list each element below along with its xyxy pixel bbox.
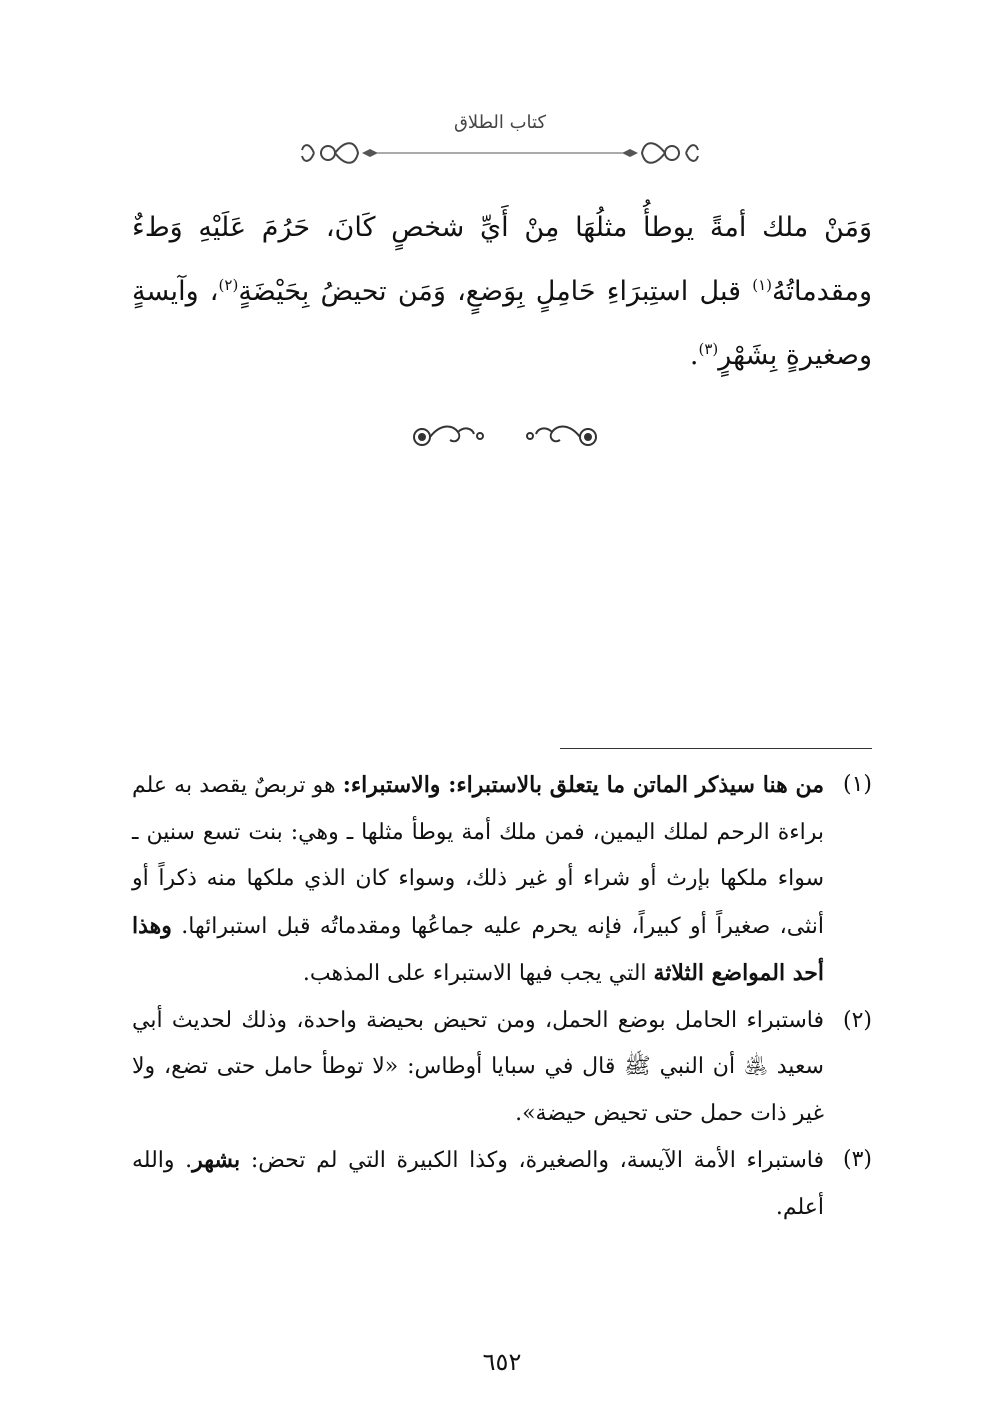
footnote-bold-text: بشهر	[192, 1147, 241, 1173]
main-text-part-1: وَمَنْ ملك أمةً يوطأُ مثلُهَا مِنْ أَيِّ شخصٍ كَانَ، حَرُمَ عَلَيْهِ وَطءٌ ومقدماتُهُ	[132, 212, 872, 307]
footnote-separator	[560, 748, 872, 749]
footnote-text-part: هو تربصٌ يقصد به علم براءة الرحم لملك اليمين، فمن ملك أمة يوطأ مثلها ـ وهي: بنت تسع سنين ـ سواء ملكها بإرث أو شراء أو غير ذلك، وسواء كان الذي ملكها منه ذكراً أو أنثى، صغيراً أو كبيراً، فإنه يحرم عليه جماعُها ومقدماتُه قبل استبرائها.	[132, 773, 824, 939]
footnote-ref-3: (٣)	[698, 340, 719, 358]
main-text-part-3: ، وآيسةٍ وصغيرةٍ بِشَهْرٍ	[132, 276, 872, 371]
footnote-2	[132, 998, 872, 1138]
footnote-text-part: . والله أعلم.	[132, 1148, 824, 1220]
footnote-number: (٢)	[842, 1007, 872, 1033]
footnote-number: (٣)	[842, 1147, 872, 1172]
section-divider-ornament-icon	[400, 420, 610, 454]
footnote-text-part: التي يجب فيها الاستبراء على المذهب.	[302, 961, 654, 986]
footnote-text: فاستبراء الحامل بوضع الحمل، ومن تحيض بحيضة واحدة، وذلك لحديث أبي سعيد ﵁ أن النبي ﷺ قال في سبايا أوطاس: «لا توطأ حامل حتى تضع، ولا غير ذات حمل حتى تحيض حيضة».	[132, 1007, 824, 1126]
footnote-ref-2: (٢)	[218, 276, 239, 294]
footnote-number: (١)	[842, 772, 872, 797]
footnote-bold-text: وهذا أحد المواضع الثلاثة	[132, 912, 824, 986]
header-title: كتاب الطلاق	[453, 112, 547, 133]
main-text	[132, 196, 872, 388]
page-number: ٦٥٢	[482, 1348, 522, 1376]
footnote-3	[132, 1137, 872, 1231]
running-header	[300, 112, 700, 172]
footnote-ref-1: (١)	[752, 276, 772, 294]
header-ornament-icon	[300, 138, 700, 168]
main-text-part-4: .	[689, 340, 699, 371]
footnote-text-part: فاستبراء الأمة الآيسة، والصغيرة، وكذا الكبيرة التي لم تحض:	[240, 1148, 824, 1173]
footnotes	[132, 762, 872, 1231]
footnote-text	[132, 1137, 824, 1231]
footnote-text	[132, 762, 824, 998]
footnote-1	[132, 762, 872, 998]
main-text-part-2: قبل استِبرَاءِ حَامِلٍ بِوَضعٍ، وَمَن تحيضُ بِحَيْضَةٍ	[238, 276, 753, 307]
footnote-bold-text: من هنا سيذكر الماتن ما يتعلق بالاستبراء: والاستبراء:	[342, 772, 824, 798]
